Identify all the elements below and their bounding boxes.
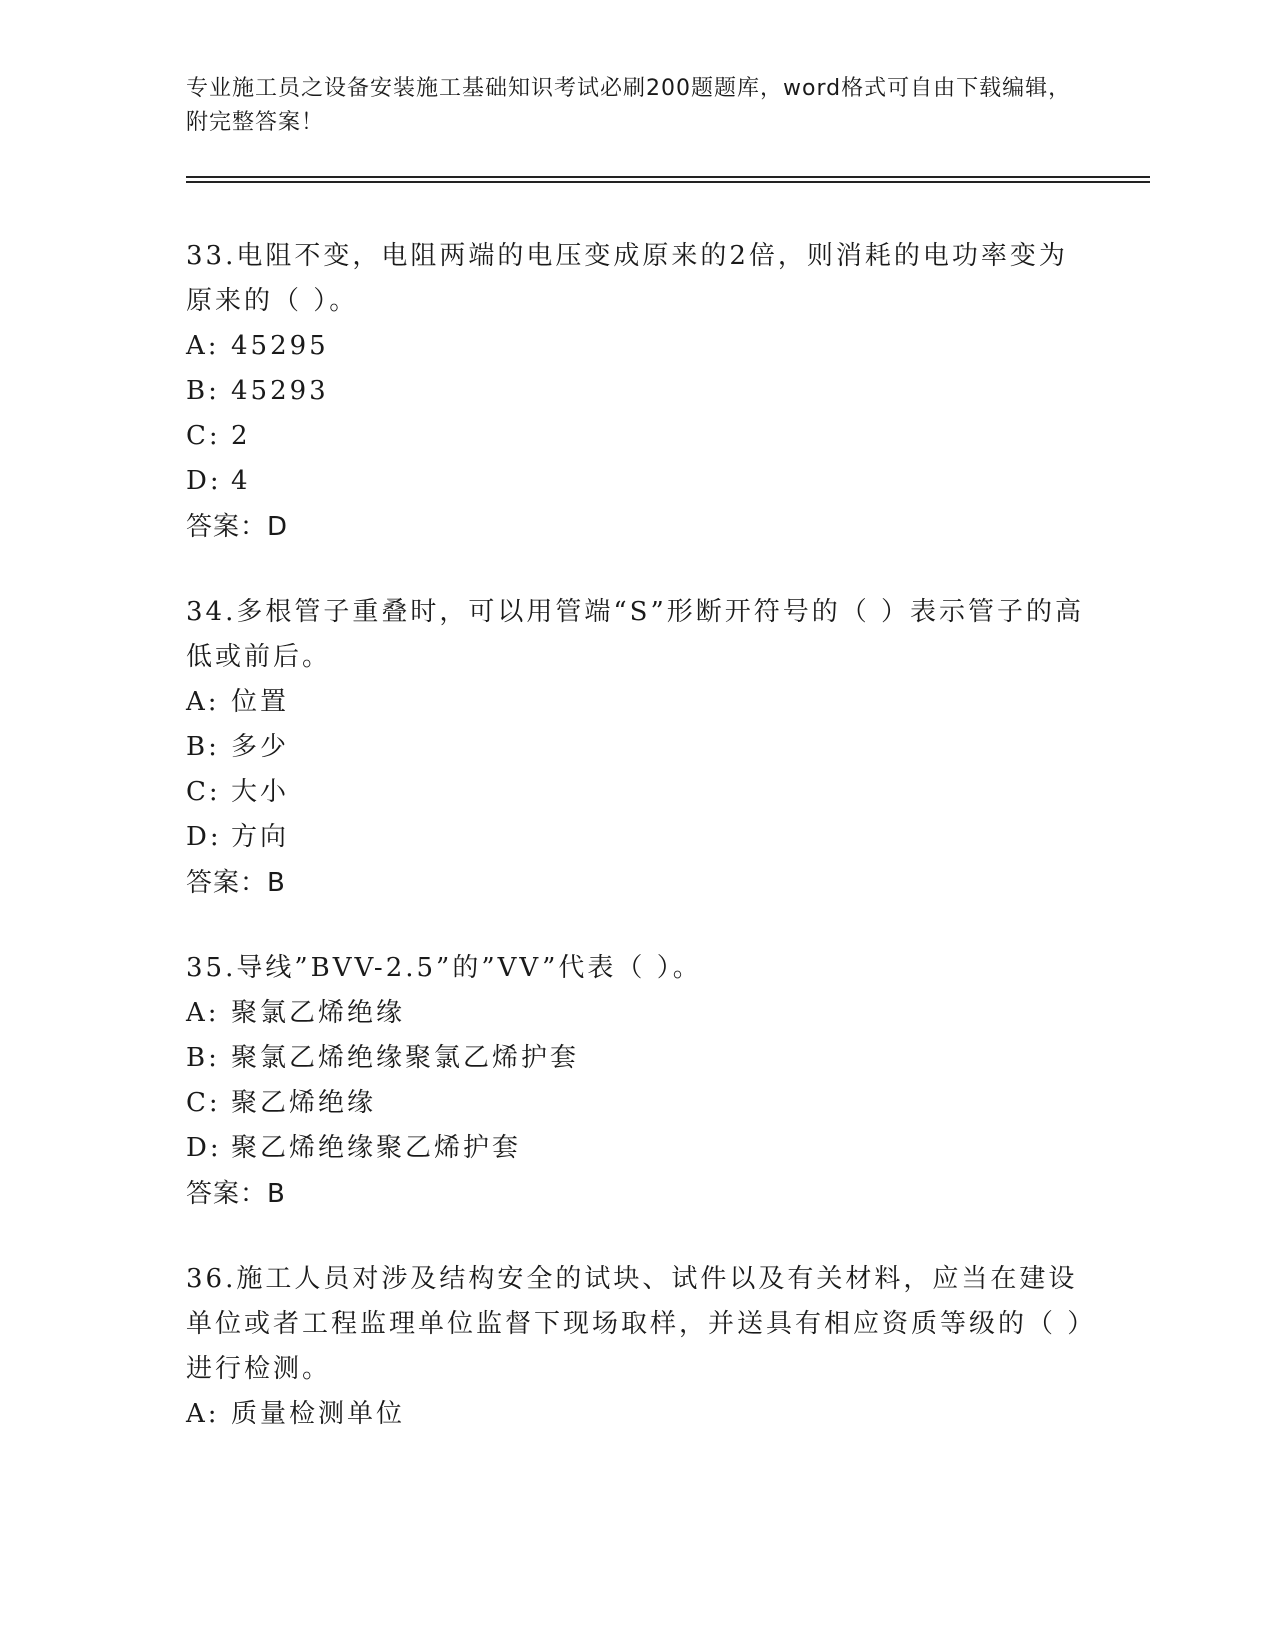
question-35 (186, 946, 1086, 1217)
question-stem: 36.施工人员对涉及结构安全的试块、试件以及有关材料，应当在建设单位或者工程监理单位监督下现场取样，并送具有相应资质等级的（ ）进行检测。 (186, 1264, 1084, 1384)
answer-line (186, 1171, 1086, 1217)
header-divider-bottom (186, 181, 1150, 183)
option-b (186, 725, 1086, 770)
question-stem: 35.导线”BVV-2.5”的”VV”代表（ ）。 (186, 953, 702, 983)
option-letter: D: (186, 822, 222, 852)
option-letter: C: (186, 777, 221, 807)
answer-label: 答案： (186, 1179, 268, 1209)
option-letter: A: (186, 998, 220, 1028)
question-stem: 34.多根管子重叠时，可以用管端“S”形断开符号的（ ）表示管子的高低或前后。 (186, 597, 1085, 672)
option-letter: A: (186, 1399, 220, 1429)
question-34 (186, 590, 1086, 906)
question-stem: 33.电阻不变，电阻两端的电压变成原来的2倍，则消耗的电功率变为原来的（ ）。 (186, 241, 1068, 316)
option-a (186, 324, 1086, 369)
option-a (186, 1392, 1086, 1437)
option-c (186, 770, 1086, 815)
answer-line (186, 504, 1086, 550)
option-letter: B: (186, 732, 220, 762)
answer-line (186, 860, 1086, 906)
option-a (186, 680, 1086, 725)
option-text: 聚乙烯绝缘 (231, 1088, 377, 1118)
question-36 (186, 1257, 1086, 1437)
option-letter: A: (186, 687, 220, 717)
option-letter: A: (186, 331, 220, 361)
option-d (186, 459, 1086, 504)
option-text: 大小 (231, 777, 290, 807)
option-letter: B: (186, 1043, 220, 1073)
option-text: 聚氯乙烯绝缘 (231, 998, 406, 1028)
option-text: 方向 (231, 822, 290, 852)
option-text: 多少 (231, 732, 290, 762)
option-b (186, 1036, 1086, 1081)
option-d (186, 1126, 1086, 1171)
option-letter: C: (186, 1088, 221, 1118)
option-c (186, 1081, 1086, 1126)
document-header-title: 专业施工员之设备安装施工基础知识考试必刷200题题库，word格式可自由下载编辑，附完整答案！ (186, 76, 1072, 135)
option-text: 45295 (231, 331, 329, 361)
option-text: 聚乙烯绝缘聚乙烯护套 (231, 1133, 522, 1163)
option-text: 2 (231, 421, 251, 451)
option-letter: B: (186, 376, 220, 406)
option-letter: C: (186, 421, 221, 451)
option-c (186, 414, 1086, 459)
header-divider-top (186, 176, 1150, 178)
option-b (186, 369, 1086, 414)
answer-label: 答案： (186, 512, 268, 542)
option-text: 聚氯乙烯绝缘聚氯乙烯护套 (231, 1043, 580, 1073)
question-list (186, 234, 1086, 1477)
option-a (186, 991, 1086, 1036)
option-text: 45293 (231, 376, 329, 406)
answer-value: B (267, 1179, 286, 1209)
option-text: 位置 (231, 687, 290, 717)
option-letter: D: (186, 1133, 222, 1163)
answer-label: 答案： (186, 868, 268, 898)
option-d (186, 815, 1086, 860)
option-text: 4 (231, 466, 251, 496)
option-letter: D: (186, 466, 222, 496)
option-text: 质量检测单位 (231, 1399, 406, 1429)
question-33 (186, 234, 1086, 550)
answer-value: B (267, 868, 286, 898)
answer-value: D (267, 512, 289, 542)
